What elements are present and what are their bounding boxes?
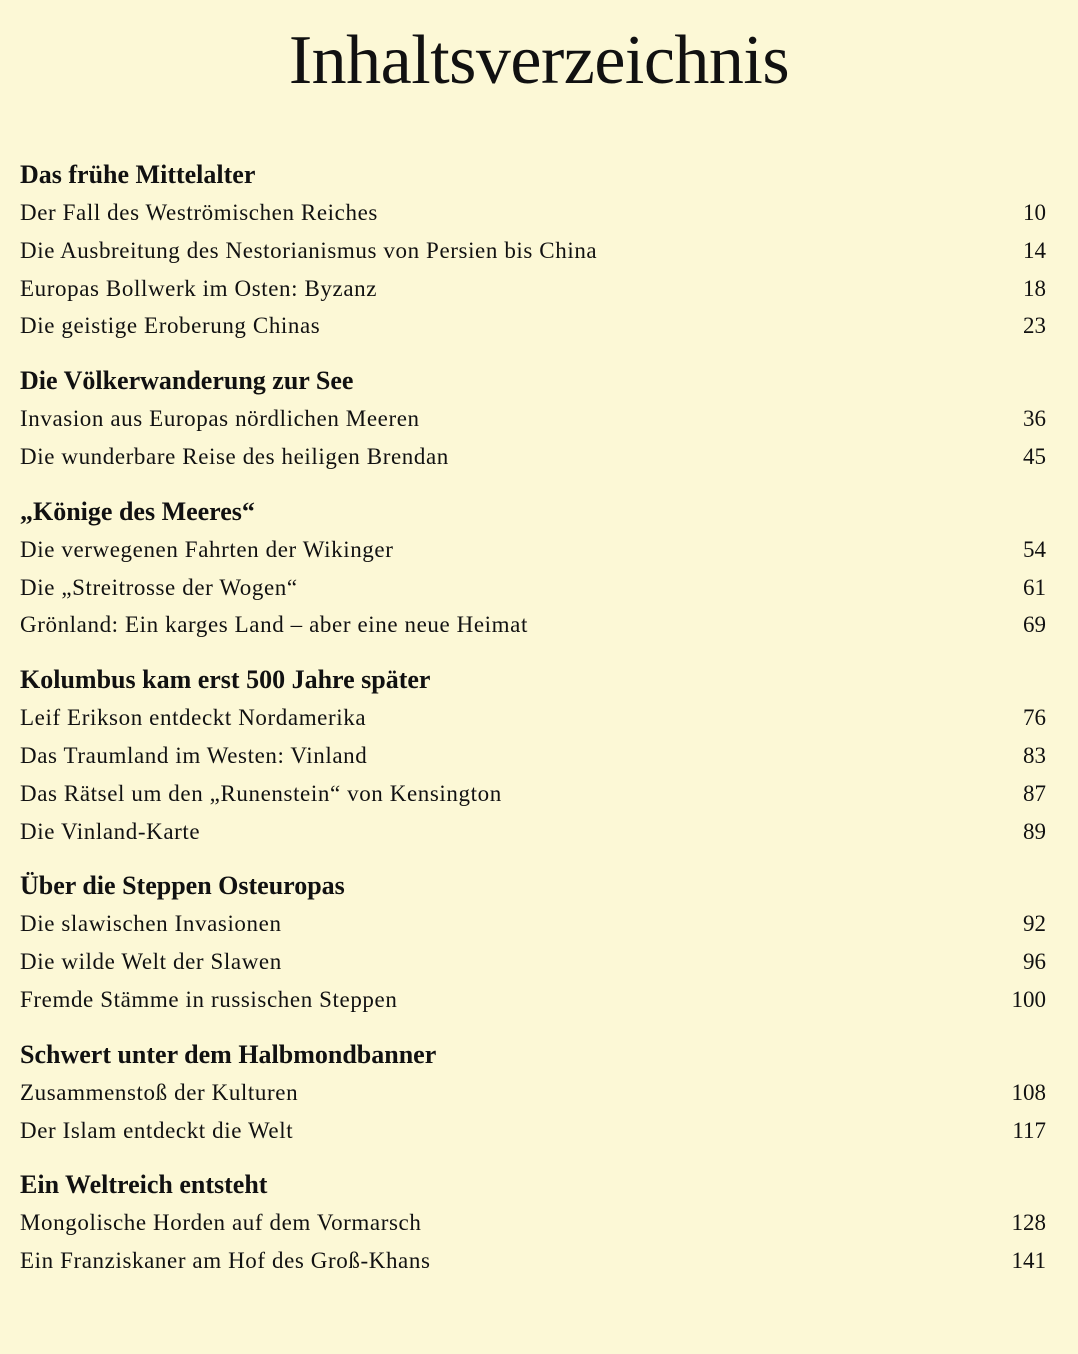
entry-page-number: 61: [1023, 574, 1046, 600]
toc-entry: [20, 1074, 1046, 1112]
toc-entry: [20, 307, 1046, 345]
toc-entry: [20, 905, 1046, 943]
entry-page-number: 18: [1023, 275, 1046, 301]
page-title: Inhaltsverzeichnis: [288, 22, 790, 99]
entry-title: Die slawischen Invasionen: [20, 911, 282, 937]
toc-section: [20, 661, 1046, 850]
entry-page-number: 96: [1023, 949, 1046, 975]
entry-title: Die Ausbreitung des Nestorianismus von Persien bis China: [20, 237, 598, 263]
entry-title: Der Islam entdeckt die Welt: [20, 1117, 294, 1143]
entry-title: Die „Streitrosse der Wogen“: [20, 574, 298, 600]
entry-page-number: 128: [1011, 1210, 1046, 1236]
entry-title: Die wilde Welt der Slawen: [20, 949, 282, 975]
entry-page-number: 141: [1011, 1248, 1046, 1274]
entry-title: Das Traumland im Westen: Vinland: [20, 742, 368, 768]
entry-title: Das Rätsel um den „Runenstein“ von Kensington: [20, 780, 502, 806]
entry-title: Zusammenstoß der Kulturen: [20, 1079, 299, 1105]
toc-section: [20, 362, 1046, 476]
entry-page-number: 14: [1023, 237, 1046, 263]
entry-title: Die verwegenen Fahrten der Wikinger: [20, 536, 394, 562]
toc-entry: [20, 531, 1046, 569]
entry-title: Europas Bollwerk im Osten: Byzanz: [20, 275, 378, 301]
toc-entry: [20, 943, 1046, 981]
entry-title: Invasion aus Europas nördlichen Meeren: [20, 406, 420, 432]
toc-entry: [20, 1112, 1046, 1150]
toc-entry: [20, 438, 1046, 476]
toc-entry: [20, 569, 1046, 607]
toc-entry: [20, 981, 1046, 1019]
entry-page-number: 92: [1023, 911, 1046, 937]
toc-entry: [20, 1204, 1046, 1242]
entry-page-number: 45: [1023, 443, 1046, 469]
section-heading: Die Völkerwanderung zur See: [20, 366, 354, 396]
entry-page-number: 36: [1023, 406, 1046, 432]
table-of-contents: [20, 156, 1046, 1280]
entry-title: Die Vinland-Karte: [20, 818, 201, 844]
entry-title: Der Fall des Weströmischen Reiches: [20, 200, 378, 225]
toc-entry: [20, 737, 1046, 775]
entry-title: Grönland: Ein karges Land – aber eine neue Heimat: [20, 612, 528, 638]
entry-title: Fremde Stämme in russischen Steppen: [20, 986, 398, 1012]
section-heading: Kolumbus kam erst 500 Jahre später: [20, 665, 431, 695]
entry-page-number: 54: [1023, 536, 1046, 562]
section-heading: „Könige des Meeres“: [20, 496, 255, 526]
entry-page-number: 108: [1011, 1079, 1046, 1105]
toc-entry: [20, 270, 1046, 308]
toc-section: [20, 867, 1046, 1018]
entry-page-number: 69: [1023, 612, 1046, 638]
toc-entry: [20, 194, 1046, 232]
toc-entry: [20, 1242, 1046, 1280]
toc-section: [20, 493, 1046, 644]
entry-title: Die wunderbare Reise des heiligen Brendan: [20, 443, 449, 469]
toc-entry: [20, 606, 1046, 644]
entry-page-number: 83: [1023, 742, 1046, 768]
entry-page-number: 23: [1023, 313, 1046, 339]
toc-section: [20, 1166, 1046, 1280]
entry-title: Leif Erikson entdeckt Nordamerika: [20, 705, 367, 731]
section-heading: Ein Weltreich entsteht: [20, 1170, 268, 1200]
toc-section: [20, 156, 1046, 345]
toc-entry: [20, 400, 1046, 438]
section-heading: Schwert unter dem Halbmondbanner: [20, 1039, 437, 1069]
toc-entry: [20, 232, 1046, 270]
entry-page-number: 87: [1023, 780, 1046, 806]
toc-entry: [20, 699, 1046, 737]
entry-page-number: 10: [1023, 200, 1046, 225]
entry-page-number: 76: [1023, 705, 1046, 731]
toc-entry: [20, 813, 1046, 851]
entry-page-number: 100: [1011, 986, 1046, 1012]
toc-entry: [20, 775, 1046, 813]
entry-title: Mongolische Horden auf dem Vormarsch: [20, 1210, 422, 1236]
entry-page-number: 117: [1012, 1117, 1046, 1143]
section-heading: Das frühe Mittelalter: [20, 160, 256, 189]
entry-title: Ein Franziskaner am Hof des Groß-Khans: [20, 1248, 431, 1274]
entry-page-number: 89: [1023, 818, 1046, 844]
entry-title: Die geistige Eroberung Chinas: [20, 313, 321, 339]
section-heading: Über die Steppen Osteuropas: [20, 871, 345, 901]
toc-section: [20, 1036, 1046, 1150]
